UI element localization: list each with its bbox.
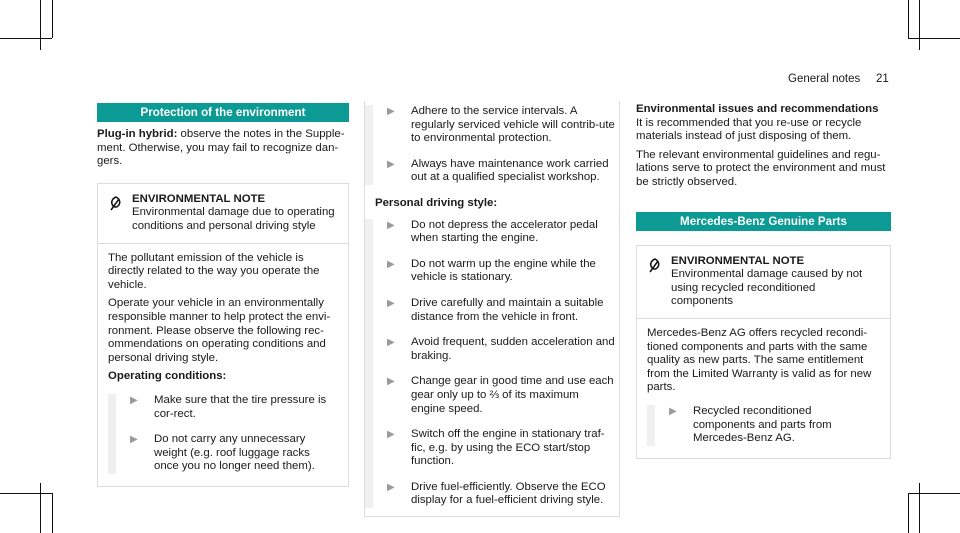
column-2 [364, 103, 620, 517]
section-band: Mercedes-Benz Genuine Parts [636, 212, 891, 231]
arrow-bullet-icon: ▶ [387, 376, 395, 388]
env-note-label: ENVIRONMENTAL NOTE [132, 192, 266, 205]
crop-mark [919, 483, 920, 533]
env-note-continued [364, 101, 620, 517]
env-note-label: ENVIRONMENTAL NOTE [671, 254, 805, 267]
list-item: ▶ Always have maintenance work carried out at a qualified specialist workshop. [387, 157, 609, 184]
crop-mark [52, 0, 53, 38]
bullet-list [108, 394, 338, 474]
bullet-list [647, 405, 880, 446]
env-note-header [98, 184, 348, 244]
crop-mark [908, 0, 909, 38]
crop-mark [908, 493, 909, 533]
paragraph: The pollutant emission of the vehicle is directly related to the way you operate the vehicle. [108, 251, 320, 291]
paragraph: Operate your vehicle in an environmentally responsible manner to help protect the envi-ronment. Please observe the following rec-ommendations on operating conditions and personal driving style. [108, 297, 331, 364]
list-item: ▶ Make sure that the tire pressure is cor-rect. [130, 393, 327, 420]
crop-mark [52, 493, 53, 533]
list-item: ▶ Do not warm up the engine while the vehicle is stationary. [387, 257, 596, 284]
crop-mark [40, 483, 41, 533]
crop-mark [40, 0, 41, 50]
list-item: ▶ Drive carefully and maintain a suitable distance from the vehicle in front. [387, 296, 604, 323]
page-header [788, 73, 894, 87]
crop-mark [908, 38, 960, 39]
arrow-bullet-icon: ▶ [387, 297, 395, 309]
paragraph: Mercedes-Benz AG offers recycled recondi-tioned components and parts with the same quality as new parts. The same entitlement from the Limited Warranty is valid as for new parts. [647, 326, 872, 394]
paragraph: The relevant environmental guidelines and regu-lations serve to protect the environment and must be strictly observed. [636, 148, 886, 188]
list-item: ▶ Switch off the engine in stationary traf-fic, e.g. by using the ECO start/stop function. [387, 428, 605, 468]
operating-conditions-heading: Operating conditions: [108, 370, 227, 383]
crop-mark [908, 493, 960, 494]
intro-paragraph [97, 128, 349, 169]
paragraph: It is recommended that you re-use or recycle materials instead of just disposing of them. [636, 116, 862, 143]
page-number: 21 [876, 73, 889, 85]
arrow-bullet-icon: ▶ [387, 106, 395, 117]
section-title: General notes [788, 73, 861, 85]
list-item: ▶ Drive fuel-efficiently. Observe the ECO display for a fuel-efficient driving style. [387, 480, 606, 507]
env-issues-heading: Environmental issues and recommendations [636, 103, 879, 115]
arrow-bullet-icon: ▶ [130, 394, 138, 406]
crop-mark [919, 0, 920, 50]
intro-bold: Plug-in hybrid: [97, 128, 178, 140]
env-note-text: Environmental damage caused by not using recycled reconditioned components [671, 268, 863, 308]
column-3 [636, 103, 891, 459]
arrow-bullet-icon: ▶ [669, 405, 677, 417]
arrow-bullet-icon: ▶ [387, 337, 395, 349]
list-item: ▶ Do not carry any unnecessary weight (e.g. roof luggage racks once you no longer need them). [130, 433, 315, 473]
environmental-note-box [97, 183, 349, 487]
bullet-list [365, 219, 619, 509]
environment-icon [110, 195, 122, 211]
list-item: ▶ Avoid frequent, sudden acceleration and braking. [387, 336, 615, 362]
environmental-note-box [636, 245, 891, 459]
personal-driving-heading: Personal driving style: [375, 196, 498, 209]
arrow-bullet-icon: ▶ [387, 481, 395, 493]
env-note-body [637, 319, 890, 458]
arrow-bullet-icon: ▶ [387, 429, 395, 441]
list-item: ▶ Change gear in good time and use each gear only up to ⅔ of its maximum engine speed. [387, 375, 614, 415]
list-item: ▶ Do not depress the accelerator pedal when starting the engine. [387, 218, 598, 245]
environment-icon [649, 257, 661, 273]
arrow-bullet-icon: ▶ [387, 219, 395, 231]
list-item: ▶ Adhere to the service intervals. A regularly serviced vehicle will contrib-ute to environmental protection. [387, 105, 615, 145]
arrow-bullet-icon: ▶ [387, 158, 395, 170]
arrow-bullet-icon: ▶ [130, 434, 138, 446]
crop-mark [0, 38, 52, 39]
column-1 [97, 103, 349, 487]
section-band: Protection of the environment [97, 103, 349, 122]
intro-text: observe the notes in the Supple-ment. Otherwise, you may fail to recognize dan-gers. [97, 128, 345, 168]
crop-mark [0, 493, 52, 494]
env-note-body [98, 244, 348, 486]
env-note-header [637, 246, 890, 319]
bullet-list [365, 105, 619, 185]
list-item: ▶ Recycled reconditioned components and parts from Mercedes-Benz AG. [669, 404, 832, 445]
env-note-text: Environmental damage due to operating conditions and personal driving style [132, 206, 335, 232]
arrow-bullet-icon: ▶ [387, 258, 395, 270]
